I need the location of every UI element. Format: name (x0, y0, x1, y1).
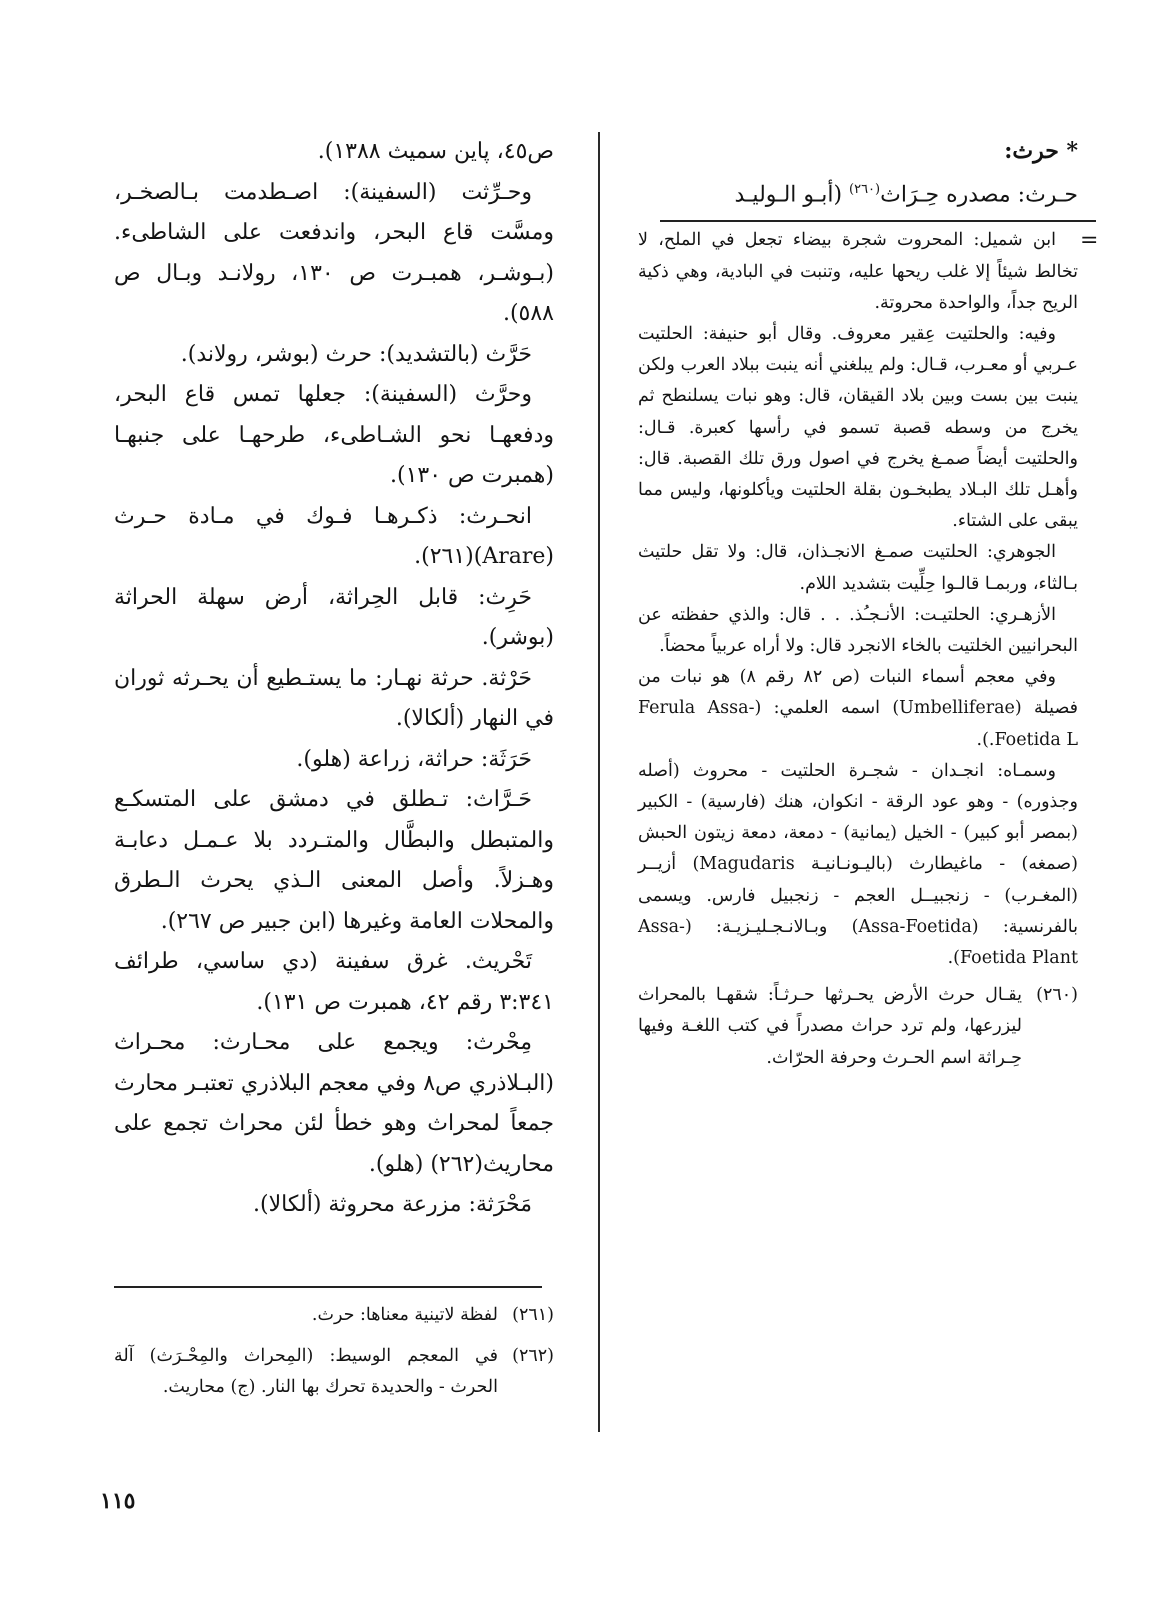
footnote-262 (114, 1341, 554, 1403)
footnote-260 (638, 980, 1078, 1074)
left-paragraph: حَرِث: قابل الحِراثة، أرض سهلة الحراثة (بوشر). (114, 584, 554, 650)
left-paragraph: وحـرِّثت (السفينة): اصـطدمت بـالصخـر، ومسَّت قاع البحر، واندفعت على الشاطىء. (بـوشـر، همبـرت ص ١٣٠، رولانـد وبـال ص ٥٨٨). (114, 179, 555, 326)
right-paragraph: وفيه: والحلتيت عِقير معروف. وقال أبو حنيفة: الحلتيت عـربي أو معـرب، قـال: ولم يبلغني أنه ينبت ببلاد العرب ولكن ينبت بين بست وبين بلاد القيقان، قال: وهو نبات يسلنطح ثم يخرج من وسطه قصبة تسمو في رأسها كعبرة. قـال: والحلتيت أيضاً صمـغ يخرج في اصول ورق تلك القصبة. قال: وأهـل تلك البـلاد يطبخـون بقلة الحلتيت ويأكلونها، وليس مما يبقى على الشتاء. (638, 323, 1078, 532)
entry-headword: * حرث: (1004, 138, 1078, 164)
equals-sign: = (1080, 228, 1099, 253)
left-paragraph: وحرَّث (السفينة): جعلها تمس قاع البحر، ودفعهـا نحو الشـاطىء، طرحهـا على جنبهـا (همبرت ص ١٣٠). (114, 382, 554, 488)
right-paragraph: وفي معجم أسماء النبات (ص ٨٢ رقم ٨) هو نبات من فصيلة (Umbelliferae) اسمه العلمي: (Ferula Assa-Foetida L.). (638, 667, 1079, 750)
entry-rule (660, 220, 1096, 222)
left-paragraph: حَرَثَة: حراثة، زراعة (هلو). (296, 746, 532, 772)
footnote-rule (114, 1286, 542, 1288)
right-paragraph: الجوهري: الحلتيت صمـغ الانجـذان، قال: ولا تقل حلتيث بـالثاء، وربمـا قالـوا حِلِّيت بتشديد اللام. (638, 542, 1078, 594)
left-paragraph: مِحْرث: ويجمع على محـارث: محـراث (البـلاذري ص٨ وفي معجم البلاذري تعتبـر محارث جمعاً لمحراث وهو خطأ لئن محراث تجمع على محاريث(٢٦٢) (هلو). (114, 1030, 555, 1177)
page-number: ١١٥ (100, 1488, 136, 1514)
right-paragraph: ابن شميل: المحروت شجرة بيضاء تجعل في الملح، لا تخالط شيئاً إلا غلب ريحها عليه، وتنبت في البادية، وهي ذكية الريح جداً، والواحدة محروتة. (638, 230, 1078, 313)
footnote-ref-260: (٢٦٠) (849, 182, 881, 197)
left-paragraph: مَحْرَثة: مزرعة محروثة (ألكالا). (253, 1192, 532, 1217)
left-footnotes (114, 1300, 554, 1414)
left-paragraph: ص٤٥، پاين سميث ١٣٨٨). (317, 139, 554, 164)
entry-definition-line (638, 170, 1078, 215)
footnote-261 (114, 1300, 554, 1331)
footnote-text: لفظة لاتينية معناها: حرث. (311, 1305, 498, 1325)
footnote-number: (٢٦٠) (1036, 985, 1078, 1006)
left-paragraph: انحـرث: ذكـرهـا فـوك في مـادة حـرث (Arare)(٢٦١). (114, 503, 554, 569)
footnote-text: في المعجم الوسيط: (المِحراث والمِحْـرَث) آلة الحرث - والحديدة تحرك بها النار. (ج) محاريث. (114, 1346, 498, 1398)
footnote-number: (٢٦٢) (512, 1346, 554, 1367)
right-body (638, 225, 1078, 974)
entry-line-tail: (أبـو الـوليـد (734, 182, 850, 208)
entry-line-text: حـرث: مصدره حِـرَاث (880, 182, 1078, 208)
left-column (114, 132, 554, 1226)
footnote-number: (٢٦١) (512, 1305, 554, 1325)
left-paragraph: حَرَّث (بالتشديد): حرث (بوشر، رولاند). (180, 341, 532, 367)
left-paragraph: حَرْثة. حرثة نهـار: ما يستـطيع أن يحـرثه ثوران في النهار (ألكالا). (114, 665, 554, 731)
right-column (638, 132, 1078, 1084)
left-paragraph: تَحْريث. غرق سفينة (دي ساسي، طرائف ٣:٣٤١ رقم ٤٢، همبرت ص ١٣١). (114, 949, 554, 1015)
right-paragraph: الأزهـري: الحلتيـت: الأنـجـُذ. . . قال: والذي حفظته عن البحرانيين الخلتيت بالخاء الانجرد قال: ولا أراه عربياً محضاً. (638, 604, 1078, 656)
left-paragraph: حَـرَّاث: تـطلق في دمشق على المتسكـع والمتبطل والبطَّال والمتـردد بلا عـمـل دعابـة وهـزلاً. وأصل المعنى الـذي يحرث الـطرق والمحلات العامة وغيرها (ابن جبير ص ٢٦٧). (114, 787, 554, 934)
footnote-text: يقـال حرث الأرض يحـرثها حـرثـاً: شقهـا بالمحراث ليزرعها، ولم ترد حراث مصدراً في كتب اللغـة وفيها حِـراثة اسم الحـرث وحرفة الحرّاث. (638, 985, 1022, 1068)
right-paragraph: وسمـاه: انجـدان - شجـرة الحلتيت - محروث (أصله وجذوره) - وهو عود الرقة - انكوان، هنك (فارسية) - الكبير (بمصر أبو كبير) - الخيل (يمانية) - دمعة، دمعة زيتون الحبش (صمغه) - ماغيطارث (باليـونـانيـة Magudaris) أزيــر (المغـرب) - زنجبيــل العجم - زنجبيل فارس. ويسمى بالفرنسية: (Assa-Foetida) وبـالانـجـليـزيـة: (Assa-Foetida Plant). (638, 760, 1078, 968)
column-divider (598, 132, 600, 1432)
